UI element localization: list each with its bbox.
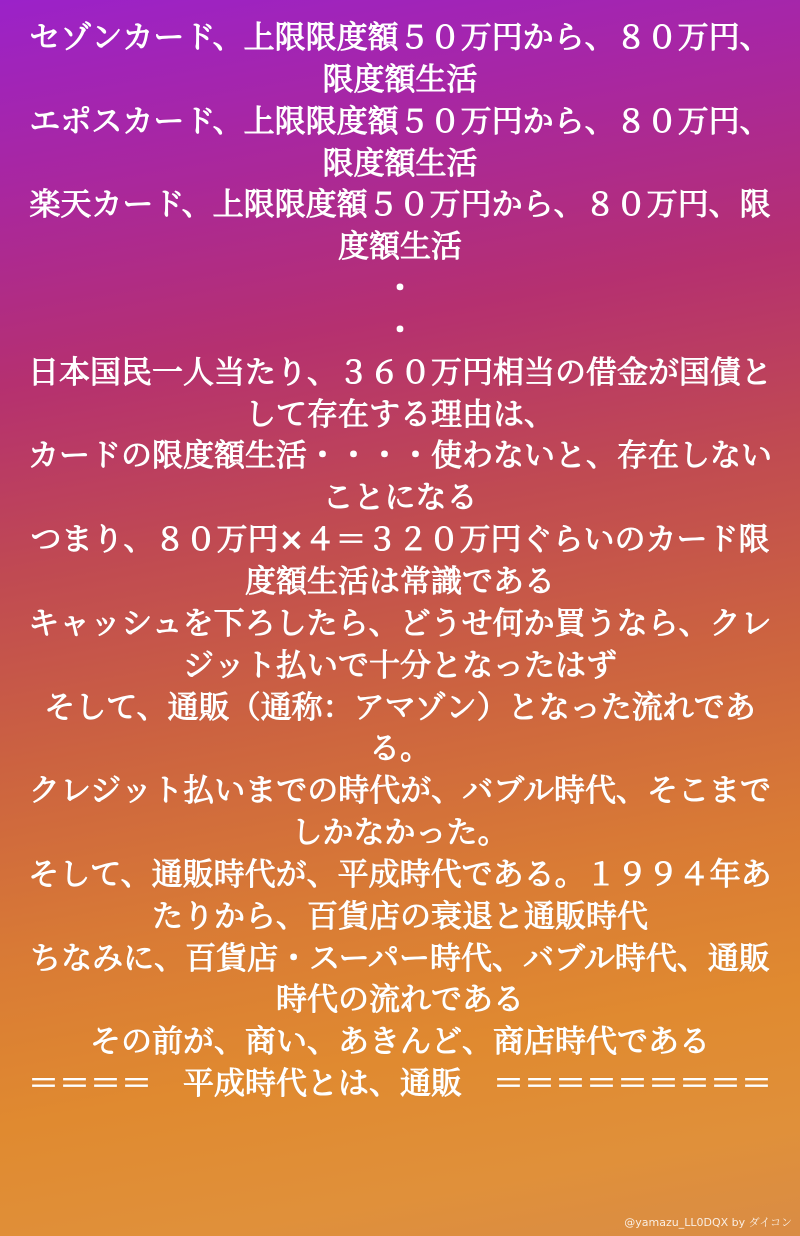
text-line: 楽天カード、上限限度額５０万円から、８０万円、限度額生活 xyxy=(29,187,771,266)
bullet-dot-line: ・ xyxy=(384,271,416,308)
text-line: カードの限度額生活・・・・使わないと、存在しないことになる xyxy=(28,438,772,517)
text-line: ＝＝＝＝ 平成時代とは、通販 ＝＝＝＝＝＝＝＝＝ xyxy=(28,1066,772,1103)
text-line: キャッシュを下ろしたら、どうせ何か買うなら、クレジット払いで十分となったはず xyxy=(28,605,772,684)
text-line: エポスカード、上限限度額５０万円から、８０万円、限度額生活 xyxy=(29,103,771,182)
text-line: そして、通販時代が、平成時代である。１９９４年あたりから、百貨店の衰退と通販時代 xyxy=(28,856,772,935)
bullet-dot-line: ・ xyxy=(384,312,416,349)
text-line: その前が、商い、あきんど、商店時代である xyxy=(90,1024,710,1061)
text-line: 日本国民一人当たり、３６０万円相当の借金が国債として存在する理由は、 xyxy=(28,354,772,433)
text-line: そして、通販（通称：アマゾン）となった流れである。 xyxy=(44,689,756,768)
text-line: ちなみに、百貨店・スーパー時代、バブル時代、通販時代の流れである xyxy=(30,940,770,1019)
credit-watermark: @yamazu_LL0DQX by ダイコン xyxy=(624,1216,792,1229)
text-content-block xyxy=(20,18,780,1106)
text-line: つまり、８０万円×４＝３２０万円ぐらいのカード限度額生活は常識である xyxy=(30,522,770,600)
text-line: クレジット払いまでの時代が、バブル時代、そこまでしかなかった。 xyxy=(29,773,771,852)
text-line: セゾンカード、上限限度額５０万円から、８０万円、限度額生活 xyxy=(29,20,771,98)
